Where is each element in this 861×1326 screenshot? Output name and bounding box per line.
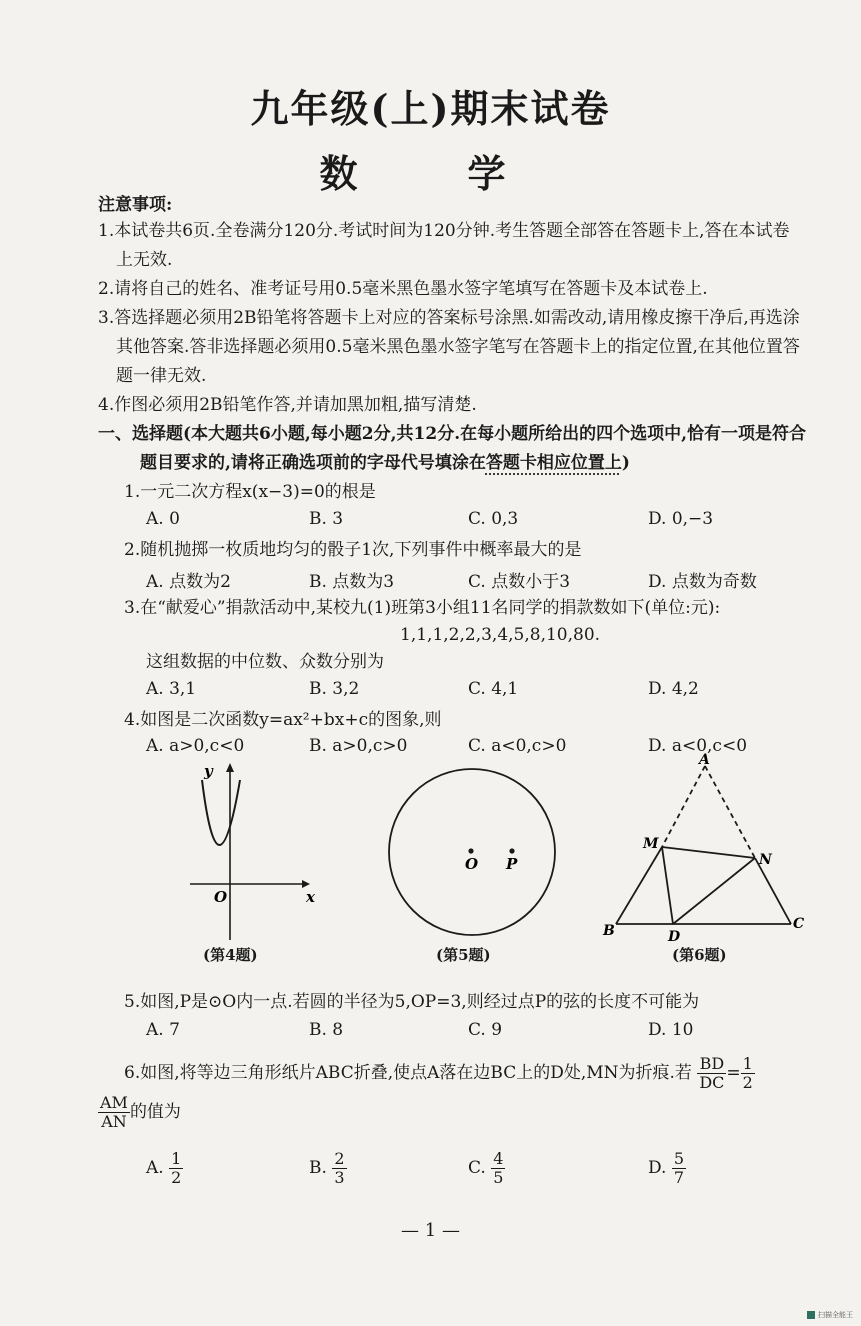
note-item-3-line2: 其他答案.答非选择题必须用0.5毫米黑色墨水签字笔写在答题卡上的指定位置,在其他位置答 xyxy=(116,337,800,357)
ask-denominator: AN xyxy=(101,1112,127,1131)
vertex-n-label: N xyxy=(759,852,772,868)
ratio-denominator: DC xyxy=(699,1073,725,1092)
note-item-3-line1: 3.答选择题必须用2B铅笔将答题卡上对应的答案标号涂黑.如需改动,请用橡皮擦干净后,再选涂 xyxy=(98,308,800,328)
option-b-label: B. xyxy=(309,1158,327,1178)
question-6-option-d xyxy=(648,1150,686,1187)
question-4-option-b: B. a>0,c>0 xyxy=(309,736,408,756)
question-2-option-b: B. 点数为3 xyxy=(309,572,395,592)
question-4-option-d: D. a<0,c<0 xyxy=(648,736,748,756)
option-d-denominator: 7 xyxy=(673,1168,685,1187)
option-c-label: C. xyxy=(468,1158,486,1178)
question-3-option-b: B. 3,2 xyxy=(309,679,360,699)
section1-instructions-line1: 一、选择题(本大题共6小题,每小题2分,共12分.在每小题所给出的四个选项中,恰有一项是符合 xyxy=(98,424,807,444)
option-d-label: D. xyxy=(648,1158,667,1178)
option-c-denominator: 5 xyxy=(493,1168,504,1187)
point-p xyxy=(509,848,514,853)
figure-6-caption: (第6题) xyxy=(672,946,727,964)
scanner-logo-icon xyxy=(807,1311,815,1319)
question-3-stem: 3.在“献爱心”捐款活动中,某校九(1)班第3小组11名同学的捐款数如下(单位:元): xyxy=(124,598,721,618)
fold-line-am xyxy=(662,766,705,847)
question-1-option-a: A. 0 xyxy=(146,509,180,529)
question-1-option-b: B. 3 xyxy=(309,509,344,529)
question-1-option-c: C. 0,3 xyxy=(468,509,519,529)
scanner-stamp-text: 扫描全能王 xyxy=(818,1311,853,1319)
ratio-value-numerator: 1 xyxy=(742,1054,753,1073)
question-6-ask xyxy=(98,1094,181,1131)
figure-5-caption: (第5题) xyxy=(436,946,491,964)
subject-title: 数 学 xyxy=(319,151,542,196)
vertex-a-label: A xyxy=(699,752,710,768)
question-4-option-a: A. a>0,c<0 xyxy=(146,736,245,756)
question-5-stem: 5.如图,P是⊙O内一点.若圆的半径为5,OP=3,则经过点P的弦的长度不可能为 xyxy=(124,992,700,1012)
fold-line-an xyxy=(705,766,755,858)
notes-heading: 注意事项: xyxy=(98,195,173,215)
option-a-fraction xyxy=(169,1150,183,1187)
note-item-3-line3: 题一律无效. xyxy=(116,366,207,386)
option-b-numerator: 2 xyxy=(334,1149,345,1168)
question-6-option-a xyxy=(146,1150,183,1187)
question-6-ratio-value xyxy=(741,1055,755,1092)
segment-nd xyxy=(673,858,755,924)
question-2-stem: 2.随机抛掷一枚质地均匀的骰子1次,下列事件中概率最大的是 xyxy=(124,540,582,560)
figure-4-parabola xyxy=(180,760,320,960)
section1-instructions-line2-a: 题目要求的,请将正确选项前的字母代号填涂在 xyxy=(140,453,486,473)
x-axis-label: x xyxy=(306,888,315,906)
option-a-label: A. xyxy=(146,1158,164,1178)
option-b-denominator: 3 xyxy=(334,1168,345,1187)
vertex-m-label: M xyxy=(643,836,659,852)
vertex-c-label: C xyxy=(793,916,805,932)
point-o xyxy=(468,848,473,853)
note-item-1-line2: 上无效. xyxy=(116,250,173,270)
ratio-value-denominator: 2 xyxy=(742,1073,753,1092)
point-o-label: O xyxy=(465,855,479,873)
question-1-option-d: D. 0,−3 xyxy=(648,509,714,529)
note-item-1-line1: 1.本试卷共6页.全卷满分120分.考试时间为120分钟.考生答题全部答在答题卡上,答在本试卷 xyxy=(98,221,790,241)
option-c-numerator: 4 xyxy=(493,1149,504,1168)
parabola-curve xyxy=(202,780,240,845)
ratio-equals: = xyxy=(726,1063,741,1083)
option-c-fraction xyxy=(491,1150,505,1187)
question-3-option-c: C. 4,1 xyxy=(468,679,519,699)
option-a-numerator: 1 xyxy=(171,1149,182,1168)
option-d-fraction xyxy=(672,1150,686,1187)
question-2-option-a: A. 点数为2 xyxy=(146,572,231,592)
y-axis-label: y xyxy=(204,762,213,780)
figure-4-caption: (第4题) xyxy=(203,946,258,964)
note-item-4: 4.作图必须用2B铅笔作答,并请加黑加粗,描写清楚. xyxy=(98,395,477,415)
question-6-stem xyxy=(124,1055,755,1092)
origin-label: O xyxy=(214,888,228,906)
section1-instructions-line2-c: ) xyxy=(621,453,630,473)
page-number: — 1 — xyxy=(401,1220,460,1241)
question-2-option-c: C. 点数小于3 xyxy=(468,572,571,592)
x-axis-arrow xyxy=(302,880,310,888)
option-a-denominator: 2 xyxy=(171,1168,182,1187)
note-item-2: 2.请将自己的姓名、准考证号用0.5毫米黑色墨水签字笔填写在答题卡及本试卷上. xyxy=(98,279,708,299)
figure-6-triangle xyxy=(595,752,815,942)
y-axis-arrow xyxy=(226,763,234,772)
option-b-fraction xyxy=(332,1150,346,1187)
point-p-label: P xyxy=(506,855,518,873)
crease-mn xyxy=(662,847,755,858)
page-title: 九年级(上)期末试卷 xyxy=(250,86,611,131)
question-5-option-d: D. 10 xyxy=(648,1020,694,1040)
vertex-d-label: D xyxy=(668,929,681,942)
vertex-b-label: B xyxy=(603,923,615,939)
figure-5-circle xyxy=(385,765,565,945)
question-1-stem: 1.一元二次方程x(x−3)=0的根是 xyxy=(124,482,376,502)
question-6-stem-text: 6.如图,将等边三角形纸片ABC折叠,使点A落在边BC上的D处,MN为折痕.若 xyxy=(124,1063,692,1083)
option-d-numerator: 5 xyxy=(673,1149,685,1168)
question-6-ratio-bd-dc xyxy=(697,1055,726,1092)
ask-tail: 的值为 xyxy=(129,1102,181,1122)
question-4-option-c: C. a<0,c>0 xyxy=(468,736,567,756)
question-3-data: 1,1,1,2,2,3,4,5,8,10,80. xyxy=(400,625,601,645)
ratio-numerator: BD xyxy=(697,1055,726,1074)
question-5-option-b: B. 8 xyxy=(309,1020,344,1040)
question-3-option-d: D. 4,2 xyxy=(648,679,699,699)
question-5-option-c: C. 9 xyxy=(468,1020,503,1040)
question-6-option-c xyxy=(468,1150,505,1187)
section1-instructions-line2 xyxy=(140,451,630,475)
ask-numerator: AM xyxy=(100,1093,128,1112)
question-6-option-b xyxy=(309,1150,347,1187)
section1-emphasis: 答题卡相应位置上 xyxy=(485,453,622,473)
question-3-option-a: A. 3,1 xyxy=(146,679,197,699)
question-6-ratio-am-an xyxy=(98,1094,130,1131)
question-3-stem2: 这组数据的中位数、众数分别为 xyxy=(146,652,384,672)
question-5-option-a: A. 7 xyxy=(146,1020,180,1040)
question-2-option-d: D. 点数为奇数 xyxy=(648,572,757,592)
segment-md xyxy=(662,847,673,924)
question-4-stem: 4.如图是二次函数y=ax²+bx+c的图象,则 xyxy=(124,710,442,730)
side-mb xyxy=(616,847,662,924)
scanner-stamp xyxy=(807,1310,853,1320)
